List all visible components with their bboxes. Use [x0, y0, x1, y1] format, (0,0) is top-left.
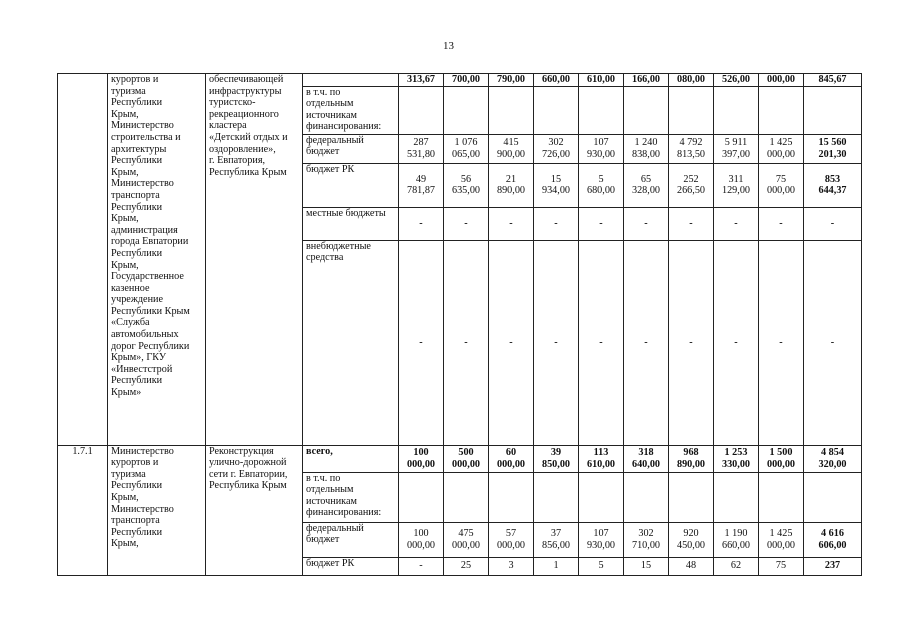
value-cell: 3	[489, 557, 534, 575]
value-cell: -	[759, 240, 804, 445]
source-cell	[303, 86, 399, 134]
text-line: 890,00	[496, 185, 525, 197]
value-cell	[759, 522, 804, 557]
value-cell: 845,67	[804, 74, 862, 87]
value-cell	[579, 445, 624, 472]
text-line: строительства и	[111, 131, 181, 143]
value-cell	[579, 163, 624, 207]
value-cell	[399, 134, 444, 163]
text-line: источникам	[306, 109, 357, 121]
text-line: Министерство	[111, 445, 174, 457]
text-line: Республики	[111, 155, 163, 167]
text-line: 1 253	[724, 447, 748, 458]
text-line: Республика Крым	[209, 480, 287, 492]
text-line: 287	[413, 137, 429, 148]
value-cell	[444, 522, 489, 557]
value-cell: -	[759, 207, 804, 240]
empty-cell	[399, 86, 444, 134]
text-line: 635,00	[451, 185, 480, 197]
text-line: 302	[548, 137, 564, 148]
text-line: 853	[824, 173, 841, 185]
text-line: 1 425	[769, 528, 793, 539]
text-line: транспорта	[111, 515, 160, 527]
value-cell: -	[714, 207, 759, 240]
text-line: 100	[413, 528, 429, 539]
text-line: 968	[683, 447, 699, 458]
value-cell: -	[579, 240, 624, 445]
empty-cell	[579, 472, 624, 522]
page-number: 13	[443, 40, 454, 52]
value-cell: -	[804, 207, 862, 240]
text-line: федеральный	[306, 522, 364, 534]
empty-cell	[714, 472, 759, 522]
text-line: 930,00	[586, 148, 615, 160]
value-cell: 166,00	[624, 74, 669, 87]
text-line: 252	[683, 173, 699, 185]
text-line: 644,37	[818, 185, 847, 197]
text-line: Реконструкция	[209, 445, 274, 457]
empty-cell	[759, 86, 804, 134]
text-line: 15 560	[818, 137, 847, 148]
text-line: Республики	[111, 247, 163, 259]
text-line: «Инвестстрой	[111, 363, 173, 375]
text-line: улично-дорожной	[209, 457, 287, 469]
value-cell: -	[714, 240, 759, 445]
text-line: 850,00	[541, 458, 570, 470]
text-line: 113	[593, 447, 609, 458]
table-row	[58, 445, 862, 472]
value-cell: 000,00	[759, 74, 804, 87]
value-cell: -	[804, 240, 862, 445]
text-line: рекреационного	[209, 108, 279, 120]
text-line: 900,00	[496, 148, 525, 160]
text-line: г. Евпатория,	[209, 155, 266, 167]
text-line: внебюджетные	[306, 240, 371, 252]
value-cell: 526,00	[714, 74, 759, 87]
text-line: отдельным	[306, 98, 354, 110]
text-line: «Детский отдых и	[209, 131, 288, 143]
text-line: 000,00	[496, 539, 525, 551]
text-line: 450,00	[676, 539, 705, 551]
text-line: туристско-	[209, 97, 256, 109]
text-line: Республики	[111, 97, 163, 109]
text-line: в т.ч. по	[306, 472, 341, 484]
text-line: 065,00	[451, 148, 480, 160]
text-line: в т.ч. по	[306, 86, 341, 98]
text-line: бюджет	[306, 534, 340, 546]
text-line: учреждение	[111, 294, 164, 306]
text-line: 475	[458, 528, 474, 539]
text-line: 302	[638, 528, 654, 539]
text-line: финансирования:	[306, 121, 382, 133]
source-cell	[303, 134, 399, 163]
value-cell: -	[534, 240, 579, 445]
text-line: 1 076	[454, 137, 478, 148]
empty-cell	[534, 472, 579, 522]
text-line: 397,00	[721, 148, 750, 160]
value-cell	[534, 445, 579, 472]
value-cell	[714, 163, 759, 207]
text-line: дорог Республики	[111, 340, 190, 352]
value-cell	[624, 445, 669, 472]
text-line: архитектуры	[111, 143, 167, 155]
text-line: 000,00	[451, 539, 480, 551]
text-line: Республики	[111, 480, 163, 492]
value-cell	[624, 134, 669, 163]
empty-cell	[714, 86, 759, 134]
text-line: 000,00	[766, 148, 795, 160]
text-line: 39	[550, 447, 562, 458]
value-cell: 75	[759, 557, 804, 575]
empty-cell	[624, 472, 669, 522]
value-cell: -	[399, 240, 444, 445]
text-line: финансирования:	[306, 507, 382, 519]
value-cell: -	[534, 207, 579, 240]
text-line: 934,00	[541, 185, 570, 197]
source-cell: местные бюджеты	[303, 207, 399, 240]
value-cell: -	[444, 207, 489, 240]
value-cell	[534, 163, 579, 207]
text-line: Государственное	[111, 271, 184, 283]
empty-cell	[804, 86, 862, 134]
value-cell	[669, 445, 714, 472]
empty-cell	[759, 472, 804, 522]
source-cell: всего,	[303, 445, 399, 472]
text-line: Республики	[111, 526, 163, 538]
value-cell: -	[489, 240, 534, 445]
text-line: 320,00	[818, 458, 847, 470]
text-line: 15	[550, 173, 562, 185]
value-cell	[624, 163, 669, 207]
value-cell: -	[669, 240, 714, 445]
text-line: 1 425	[769, 137, 793, 148]
value-cell: 48	[669, 557, 714, 575]
text-line: сети г. Евпатории,	[209, 468, 288, 480]
value-cell	[714, 134, 759, 163]
text-line: 56	[460, 173, 472, 185]
value-cell	[444, 134, 489, 163]
text-line: 781,87	[406, 185, 435, 197]
text-line: отдельным	[306, 484, 354, 496]
empty-cell	[669, 472, 714, 522]
table-row	[58, 74, 862, 87]
text-line: 610,00	[586, 458, 615, 470]
text-line: 606,00	[818, 539, 847, 551]
value-cell: 25	[444, 557, 489, 575]
text-line: 75	[775, 173, 787, 185]
value-cell: -	[579, 207, 624, 240]
value-cell	[534, 134, 579, 163]
text-line: 318	[638, 447, 654, 458]
value-cell: 15	[624, 557, 669, 575]
text-line: Крым»	[111, 387, 142, 399]
source-cell: бюджет РК	[303, 557, 399, 575]
text-line: 1 240	[634, 137, 658, 148]
text-line: 60	[505, 447, 517, 458]
text-line: обеспечивающей	[209, 74, 284, 85]
value-cell	[444, 163, 489, 207]
value-cell: -	[444, 240, 489, 445]
object-cell	[206, 74, 303, 446]
text-line: Министерство	[111, 120, 174, 132]
value-cell: 313,67	[399, 74, 444, 87]
value-cell	[669, 522, 714, 557]
text-line: 129,00	[721, 185, 750, 197]
value-cell: -	[399, 207, 444, 240]
value-cell	[759, 134, 804, 163]
text-line: 4 792	[679, 137, 703, 148]
text-line: Крым,	[111, 213, 139, 225]
text-line: казенное	[111, 282, 150, 294]
text-line: курортов и	[111, 457, 159, 469]
text-line: оздоровление»,	[209, 143, 276, 155]
text-line: 21	[505, 173, 517, 185]
source-cell	[303, 74, 399, 87]
text-line: 531,80	[406, 148, 435, 160]
text-line: туризма	[111, 85, 146, 97]
value-cell: -	[624, 240, 669, 445]
text-line: Крым,	[111, 538, 139, 550]
text-line: 1 500	[769, 447, 793, 458]
text-line: 000,00	[766, 185, 795, 197]
value-cell: 080,00	[669, 74, 714, 87]
text-line: Министерство	[111, 178, 174, 190]
text-line: 49	[415, 173, 427, 185]
text-line: 1 190	[724, 528, 748, 539]
text-line: 726,00	[541, 148, 570, 160]
text-line: инфраструктуры	[209, 85, 282, 97]
source-cell	[303, 522, 399, 557]
text-line: города Евпатории	[111, 236, 189, 248]
text-line: Республики	[111, 375, 163, 387]
value-cell	[444, 445, 489, 472]
text-line: Крым», ГКУ	[111, 352, 167, 364]
empty-cell	[444, 472, 489, 522]
text-line: 930,00	[586, 539, 615, 551]
index-cell	[58, 74, 108, 446]
text-line: 890,00	[676, 458, 705, 470]
value-cell	[714, 522, 759, 557]
source-cell: бюджет РК	[303, 163, 399, 207]
text-line: бюджет	[306, 146, 340, 158]
text-line: 415	[503, 137, 519, 148]
value-cell: 660,00	[534, 74, 579, 87]
value-cell	[804, 134, 862, 163]
text-line: 107	[593, 528, 609, 539]
text-line: 856,00	[541, 539, 570, 551]
value-cell	[579, 522, 624, 557]
text-line: транспорта	[111, 189, 160, 201]
value-cell	[489, 134, 534, 163]
text-line: 000,00	[406, 539, 435, 551]
value-cell	[759, 163, 804, 207]
value-cell: 1	[534, 557, 579, 575]
value-cell: -	[489, 207, 534, 240]
text-line: средства	[306, 252, 344, 264]
text-line: 65	[640, 173, 652, 185]
value-cell	[624, 522, 669, 557]
text-line: Республики Крым	[111, 305, 190, 317]
value-cell: 790,00	[489, 74, 534, 87]
value-cell	[714, 445, 759, 472]
value-cell: 700,00	[444, 74, 489, 87]
value-cell	[759, 445, 804, 472]
value-cell	[669, 163, 714, 207]
text-line: 4 616	[821, 528, 844, 539]
value-cell: 237	[804, 557, 862, 575]
text-line: курортов и	[111, 74, 159, 85]
text-line: Министерство	[111, 503, 174, 515]
value-cell	[804, 445, 862, 472]
source-cell	[303, 472, 399, 522]
text-line: 330,00	[721, 458, 750, 470]
value-cell	[804, 522, 862, 557]
value-cell	[399, 522, 444, 557]
value-cell	[489, 445, 534, 472]
text-line: 660,00	[721, 539, 750, 551]
text-line: 107	[593, 137, 609, 148]
value-cell: 62	[714, 557, 759, 575]
empty-cell	[534, 86, 579, 134]
text-line: 680,00	[586, 185, 615, 197]
text-line: Крым,	[111, 259, 139, 271]
value-cell	[804, 163, 862, 207]
text-line: федеральный	[306, 134, 364, 146]
text-line: администрация	[111, 224, 178, 236]
text-line: автомобильных	[111, 329, 179, 341]
text-line: 5 911	[724, 137, 748, 148]
empty-cell	[399, 472, 444, 522]
text-line: «Служба	[111, 317, 150, 329]
value-cell: 5	[579, 557, 624, 575]
text-line: 813,50	[676, 148, 705, 160]
empty-cell	[624, 86, 669, 134]
value-cell	[534, 522, 579, 557]
text-line: 000,00	[451, 458, 480, 470]
value-cell	[669, 134, 714, 163]
text-line: 000,00	[766, 458, 795, 470]
value-cell	[399, 163, 444, 207]
text-line: 266,50	[676, 185, 705, 197]
empty-cell	[669, 86, 714, 134]
text-line: 37	[550, 528, 562, 539]
text-line: 640,00	[631, 458, 660, 470]
value-cell: -	[399, 557, 444, 575]
text-line: 838,00	[631, 148, 660, 160]
empty-cell	[804, 472, 862, 522]
text-line: 57	[505, 528, 517, 539]
empty-cell	[489, 86, 534, 134]
text-line: 328,00	[631, 185, 660, 197]
text-line: 000,00	[766, 539, 795, 551]
executor-cell	[108, 74, 206, 446]
text-line: туризма	[111, 468, 146, 480]
empty-cell	[579, 86, 624, 134]
text-line: источникам	[306, 495, 357, 507]
text-line: Республика Крым	[209, 166, 287, 178]
value-cell	[489, 163, 534, 207]
value-cell: -	[669, 207, 714, 240]
text-line: 500	[458, 447, 474, 458]
text-line: 100	[413, 447, 429, 458]
source-cell	[303, 240, 399, 445]
text-line: 000,00	[496, 458, 525, 470]
value-cell: 610,00	[579, 74, 624, 87]
text-line: Крым,	[111, 166, 139, 178]
text-line: 4 854	[821, 447, 844, 458]
text-line: 710,00	[631, 539, 660, 551]
text-line: 201,30	[818, 148, 847, 160]
empty-cell	[444, 86, 489, 134]
text-line: 000,00	[406, 458, 435, 470]
text-line: 311	[728, 173, 744, 185]
text-line: 5	[598, 173, 604, 185]
object-cell	[206, 445, 303, 575]
text-line: Республики	[111, 201, 163, 213]
text-line: Крым,	[111, 108, 139, 120]
index-cell: 1.7.1	[58, 445, 108, 575]
financing-table	[57, 73, 862, 576]
text-line: 920	[683, 528, 699, 539]
text-line: кластера	[209, 120, 247, 132]
value-cell	[489, 522, 534, 557]
empty-cell	[489, 472, 534, 522]
executor-cell	[108, 445, 206, 575]
value-cell	[399, 445, 444, 472]
text-line: Крым,	[111, 491, 139, 503]
value-cell	[579, 134, 624, 163]
value-cell: -	[624, 207, 669, 240]
